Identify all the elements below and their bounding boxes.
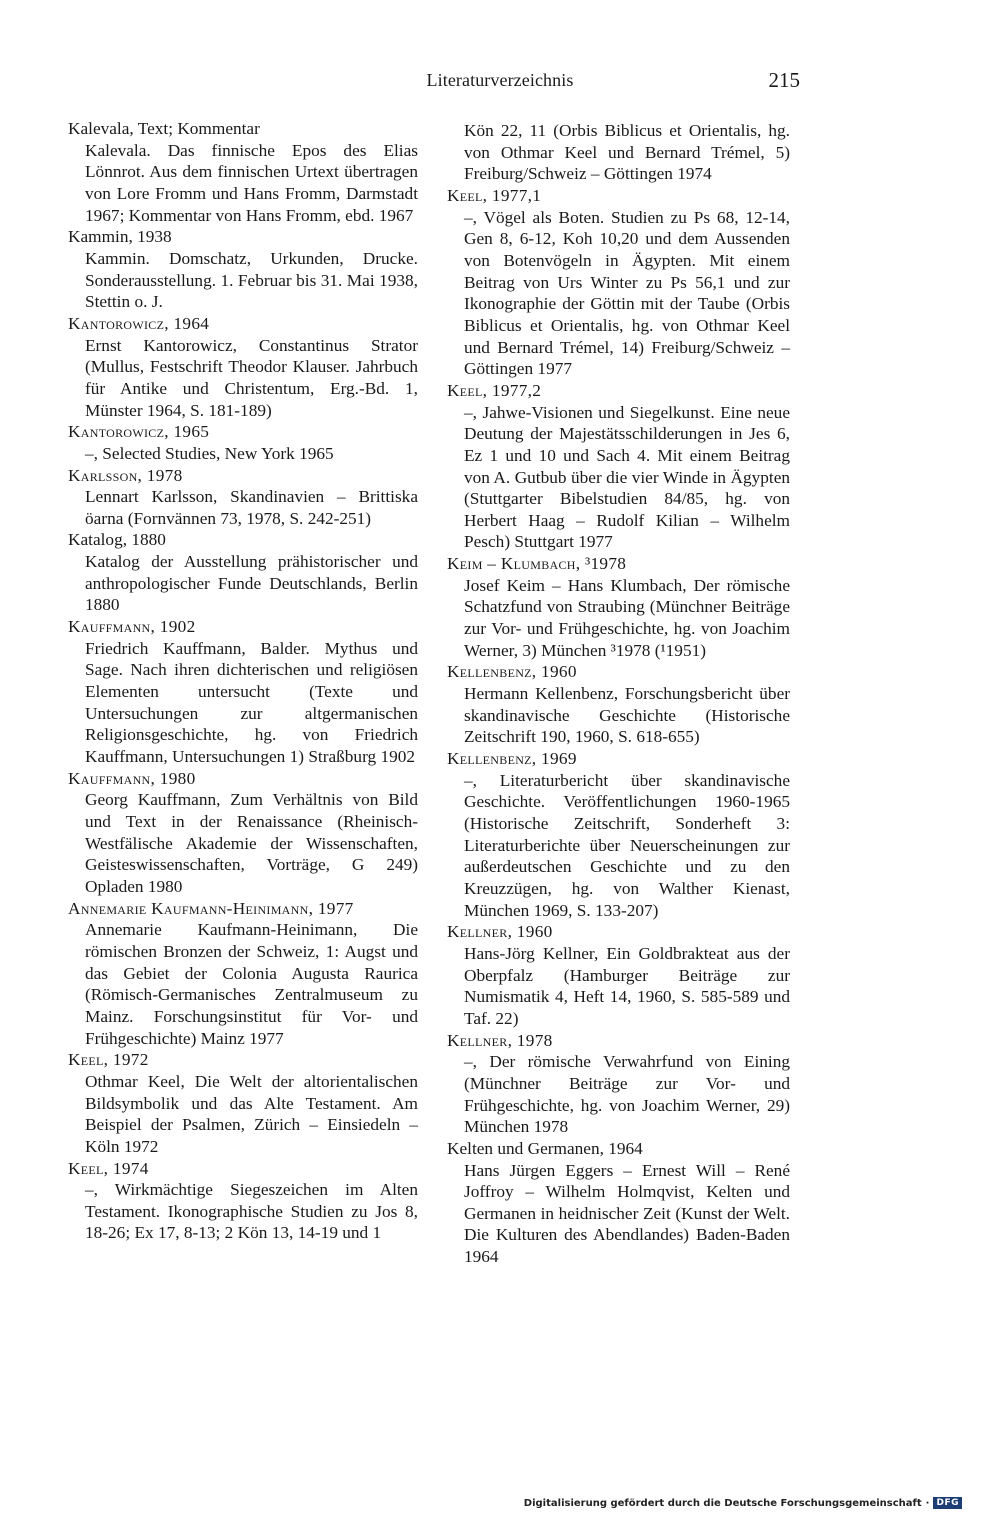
- entry-key: Kantorowicz, 1965: [68, 422, 210, 442]
- entry-key: Kalevala, Text; Kommentar: [68, 119, 260, 138]
- funding-credit: Digitalisierung gefördert durch die Deutsche Forschungsgemeinschaft · DFG: [524, 1497, 962, 1509]
- entry-body: Othmar Keel, Die Welt der altorientalischen Bildsymbolik und das Alte Testament. Am Beispiel der Psalmen, Zürich – Einsiedeln – Köln 1972: [85, 1071, 418, 1156]
- entry-body: –, Vögel als Boten. Studien zu Ps 68, 12-14, Gen 8, 6-12, Koh 10,20 und dem Aussenden von Botenvögeln in Ägypten. Mit einem Beitrag von Urs Winter zu Ps 56,1 und zur Ikonographie der Göttin mit der Taube (Orbis Biblicus et Orientalis, hg. von Othmar Keel und Bernard Trémel, 14) Freiburg/Schweiz – Göttingen 1977: [464, 207, 790, 379]
- bibliography-entry: [64, 1049, 418, 1157]
- bibliography-entry: [64, 1158, 418, 1245]
- entry-key: Kantorowicz, 1964: [68, 313, 210, 333]
- bibliography-entry: [443, 661, 790, 748]
- bibliography-entry: [64, 313, 418, 421]
- entry-key: Keel, 1977,1: [447, 185, 542, 205]
- entry-body: Lennart Karlsson, Skandinavien – Brittiska öarna (Fornvännen 73, 1978, S. 242-251): [85, 487, 418, 528]
- bibliography-entry: [64, 898, 418, 1050]
- funding-credit-text: Digitalisierung gefördert durch die Deutsche Forschungsgemeinschaft: [523, 1497, 922, 1509]
- entry-body: Ernst Kantorowicz, Constantinus Strator (Mullus, Festschrift Theodor Klauser. Jahrbuch für Antike und Christentum, Erg.-Bd. 1, Münster 1964, S. 181-189): [85, 335, 418, 420]
- entry-body: –, Wirkmächtige Siegeszeichen im Alten Testament. Ikonographische Studien zu Jos 8, 18-26; Ex 17, 8-13; 2 Kön 13, 14-19 und 1: [85, 1180, 418, 1243]
- running-title: Literaturverzeichnis: [426, 70, 574, 90]
- right-column: [443, 120, 790, 1268]
- entry-key: Kellner, 1960: [447, 922, 553, 942]
- bibliography-entry: [443, 748, 790, 921]
- bibliography-entry: [443, 1030, 790, 1138]
- entry-key: Keel, 1977,2: [447, 380, 542, 400]
- entry-key: Kauffmann, 1902: [68, 617, 196, 637]
- entry-body: Kalevala. Das finnische Epos des Elias Lönnrot. Aus dem finnischen Urtext übertragen von Lore Fromm und Hans Fromm, Darmstadt 1967; Kommentar von Hans Fromm, ebd. 1967: [85, 140, 418, 225]
- entry-body: Georg Kauffmann, Zum Verhältnis von Bild und Text in der Renaissance (Rheinisch-Westfälische Akademie der Wissenschaften, Geisteswissenschaften, Vorträge, G 249) Opladen 1980: [85, 790, 418, 896]
- bibliography-entry: [443, 921, 790, 1029]
- entry-body: –, Literaturbericht über skandinavische Geschichte. Veröffentlichungen 1960-1965 (Historische Zeitschrift, Sonderheft 3: Literaturberichte über Neuerscheinungen zur außerdeutschen Geschichte und zu den Kreuzzügen, hg. von Walther Kienast, München 1969, S. 133-207): [464, 770, 790, 920]
- bibliography-entry: [64, 529, 418, 616]
- entry-key: Kammin, 1938: [68, 227, 172, 247]
- entry-body: Hans-Jörg Kellner, Ein Goldbrakteat aus der Oberpfalz (Hamburger Beiträge zur Numismatik 4, Heft 14, 1960, S. 585-589 und Taf. 22): [464, 943, 790, 1028]
- bibliography-entry: [64, 616, 418, 768]
- bibliography-entry: [64, 226, 418, 313]
- entry-body: Katalog der Ausstellung prähistorischer und anthropologischer Funde Deutschlands, Berlin 1880: [85, 552, 418, 615]
- bibliography-entry: [443, 185, 790, 380]
- entry-body: –, Jahwe-Visionen und Siegelkunst. Eine neue Deutung der Majestätsschilderungen in Jes 6, Ez 1 und 10 und Sach 4. Mit einem Beitrag von A. Gutbub über die vier Winde in Ägypten (Stuttgarter Bibelstudien 84/85, hg. von Herbert Haag – Rudolf Kilian – Wilhelm Pesch) Stuttgart 1977: [464, 402, 790, 552]
- entry-body: Kön 22, 11 (Orbis Biblicus et Orientalis, hg. von Othmar Keel und Bernard Trémel, 5) Freiburg/Schweiz – Göttingen 1974: [464, 121, 790, 184]
- entry-key: Kauffmann, 1980: [68, 768, 196, 788]
- entry-body: –, Der römische Verwahrfund von Eining (Münchner Beiträge zur Vor- und Frühgeschichte, hg. von Joachim Werner, 29) München 1978: [464, 1052, 790, 1137]
- dfg-logo: DFG: [933, 1497, 962, 1509]
- entry-body: Josef Keim – Hans Klumbach, Der römische Schatzfund von Straubing (Münchner Beiträge zur Vor- und Frühgeschichte, hg. von Joachim Werner, 3) München ³1978 (¹1951): [464, 575, 790, 660]
- entry-key: Kellner, 1978: [447, 1030, 553, 1050]
- bibliography-entry: [443, 553, 790, 661]
- entry-key: Keel, 1972: [68, 1050, 149, 1070]
- bibliography-entry: [64, 768, 418, 898]
- entry-key: Kellenbenz, 1969: [447, 749, 577, 769]
- entry-body: –, Selected Studies, New York 1965: [85, 443, 334, 463]
- entry-key: Kellenbenz, 1960: [447, 662, 577, 682]
- page-number: 215: [768, 68, 800, 92]
- entry-key: Katalog, 1880: [68, 530, 166, 550]
- entry-key: Keel, 1974: [68, 1158, 149, 1178]
- bibliography-entry: [64, 465, 418, 530]
- entry-body: Kammin. Domschatz, Urkunden, Drucke. Sonderausstellung. 1. Februar bis 31. Mai 1938, Stettin o. J.: [85, 248, 418, 312]
- bibliography-entry-continued: [443, 120, 790, 185]
- bibliography-entry: [64, 421, 418, 464]
- entry-key: Kelten und Germanen, 1964: [447, 1138, 643, 1158]
- bibliography-entry: [64, 118, 418, 226]
- entry-key: Annemarie Kaufmann-Heinimann, 1977: [68, 898, 354, 918]
- entry-key: Keim – Klumbach, ³1978: [447, 554, 627, 574]
- entry-key: Karlsson, 1978: [68, 465, 183, 485]
- bibliography-entry: [443, 1138, 790, 1268]
- entry-body: Friedrich Kauffmann, Balder. Mythus und Sage. Nach ihren dichterischen und religiösen Elementen untersucht (Texte und Untersuchungen zur altgermanischen Religionsgeschichte, hg. von Friedrich Kauffmann, Untersuchungen 1) Straßburg 1902: [85, 638, 418, 767]
- left-column: [64, 118, 418, 1244]
- entry-body: Hans Jürgen Eggers – Ernest Will – René Joffroy – Wilhelm Holmqvist, Kelten und Germanen in heidnischer Zeit (Kunst der Welt. Die Kulturen des Abendlandes) Baden-Baden 1964: [464, 1160, 790, 1267]
- entry-body: Annemarie Kaufmann-Heinimann, Die römischen Bronzen der Schweiz, 1: Augst und das Gebiet der Colonia Augusta Raurica (Römisch-Germanisches Zentralmuseum zu Mainz. Forschungsinstitut für Vor- und Frühgeschichte) Mainz 1977: [85, 920, 418, 1048]
- entry-body: Hermann Kellenbenz, Forschungsbericht über skandinavische Geschichte (Historische Zeitschrift 190, 1960, S. 618-655): [464, 684, 790, 747]
- bibliography-entry: [443, 380, 790, 553]
